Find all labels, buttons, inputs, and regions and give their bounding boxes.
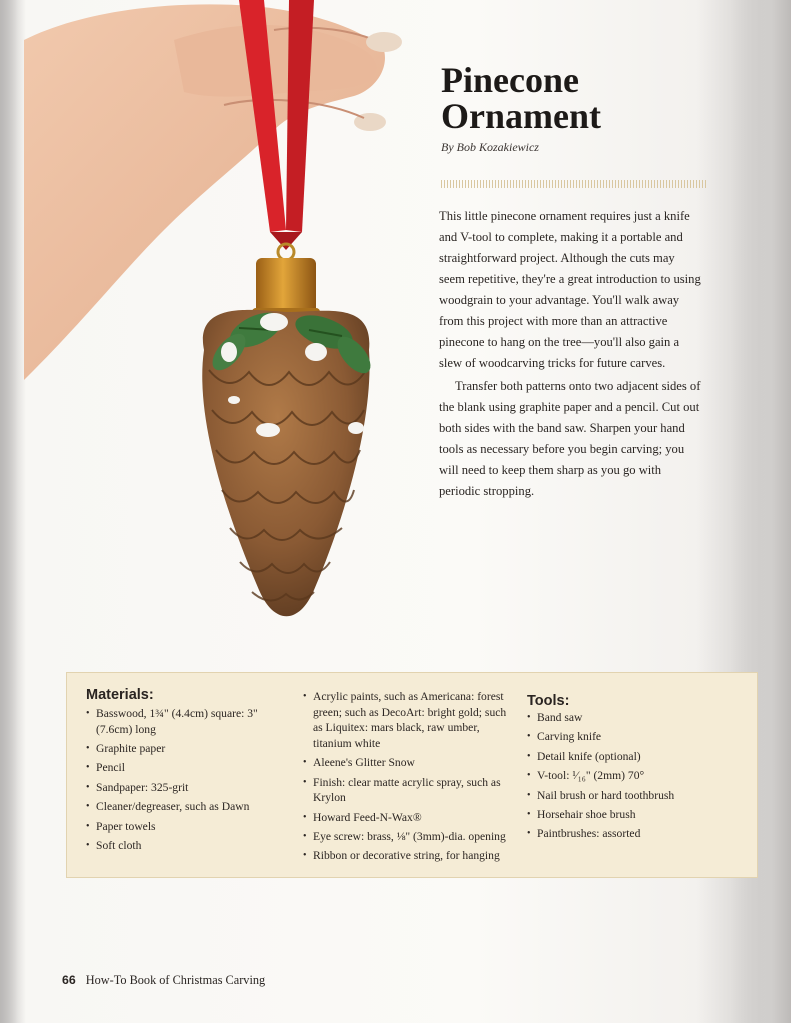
intro-paragraph-2: Transfer both patterns onto two adjacent sides of the blank using graphite paper and a pencil. Cut out both sides with the band saw. Sharpen your hand tools as necessary before you begin carving; you will need to keep them sharp as you go with periodic stropping. bbox=[439, 379, 701, 498]
materials-box bbox=[66, 672, 758, 878]
intro-text bbox=[439, 206, 701, 502]
list-item: • Soft cloth bbox=[86, 838, 286, 854]
materials-column-1 bbox=[86, 687, 286, 857]
list-item: • Pencil bbox=[86, 760, 286, 776]
book-title: How-To Book of Christmas Carving bbox=[85, 973, 266, 987]
tools-list bbox=[527, 710, 757, 842]
list-item: • Cleaner/degreaser, such as Dawn bbox=[86, 799, 286, 815]
list-item: • Basswood, 1¾" (4.4cm) square: 3" (7.6cm) long bbox=[86, 706, 286, 737]
list-item: • Acrylic paints, such as Americana: forest green; such as DecoArt: bright gold; such as Liquitex: mars black, raw umber, titanium white bbox=[303, 689, 517, 751]
list-item: • Nail brush or hard toothbrush bbox=[527, 788, 757, 804]
list-item: • Horsehair shoe brush bbox=[527, 807, 757, 823]
list-item: • Band saw bbox=[527, 710, 757, 726]
title-line-1: Pinecone bbox=[441, 60, 579, 100]
article-title bbox=[441, 62, 601, 134]
page-footer bbox=[62, 973, 265, 988]
list-item: • Eye screw: brass, ⅛" (3mm)-dia. opening bbox=[303, 829, 517, 845]
list-item: • V-tool: ¹⁄₁₆" (2mm) 70° bbox=[527, 768, 757, 784]
tools-heading: Tools: bbox=[527, 693, 570, 709]
list-item: • Ribbon or decorative string, for hanging bbox=[303, 848, 517, 864]
list-item: • Graphite paper bbox=[86, 741, 286, 757]
materials-list-2 bbox=[303, 689, 517, 864]
materials-column-2 bbox=[303, 689, 517, 868]
list-item: • Detail knife (optional) bbox=[527, 749, 757, 765]
list-item: • Paper towels bbox=[86, 819, 286, 835]
page-number: 66 bbox=[62, 973, 76, 987]
intro-paragraph-1: This little pinecone ornament requires just a knife and V-tool to complete, making it a portable and straightforward project. Although the cuts may seem repetitive, they're a great introduction to using woodgrain to your advantage. You'll walk away from this project with more than an attractive pinecone to hang on the tree—you'll also gain a slew of woodcarving tricks for future carves. bbox=[439, 209, 701, 370]
list-item: • Carving knife bbox=[527, 729, 757, 745]
list-item: • Finish: clear matte acrylic spray, such as Krylon bbox=[303, 775, 517, 806]
list-item: • Sandpaper: 325-grit bbox=[86, 780, 286, 796]
tools-column bbox=[527, 693, 757, 846]
spine-shadow bbox=[0, 0, 26, 1023]
materials-heading: Materials: bbox=[86, 687, 154, 703]
list-item: • Paintbrushes: assorted bbox=[527, 826, 757, 842]
title-line-2: Ornament bbox=[441, 96, 601, 136]
ornament-cap bbox=[256, 258, 316, 314]
list-item: • Howard Feed-N-Wax® bbox=[303, 810, 517, 826]
decorative-rule bbox=[441, 180, 706, 188]
list-item: • Aleene's Glitter Snow bbox=[303, 755, 517, 771]
ornament-photo bbox=[24, 0, 404, 640]
materials-list-1 bbox=[86, 706, 286, 854]
byline: By Bob Kozakiewicz bbox=[441, 140, 539, 154]
